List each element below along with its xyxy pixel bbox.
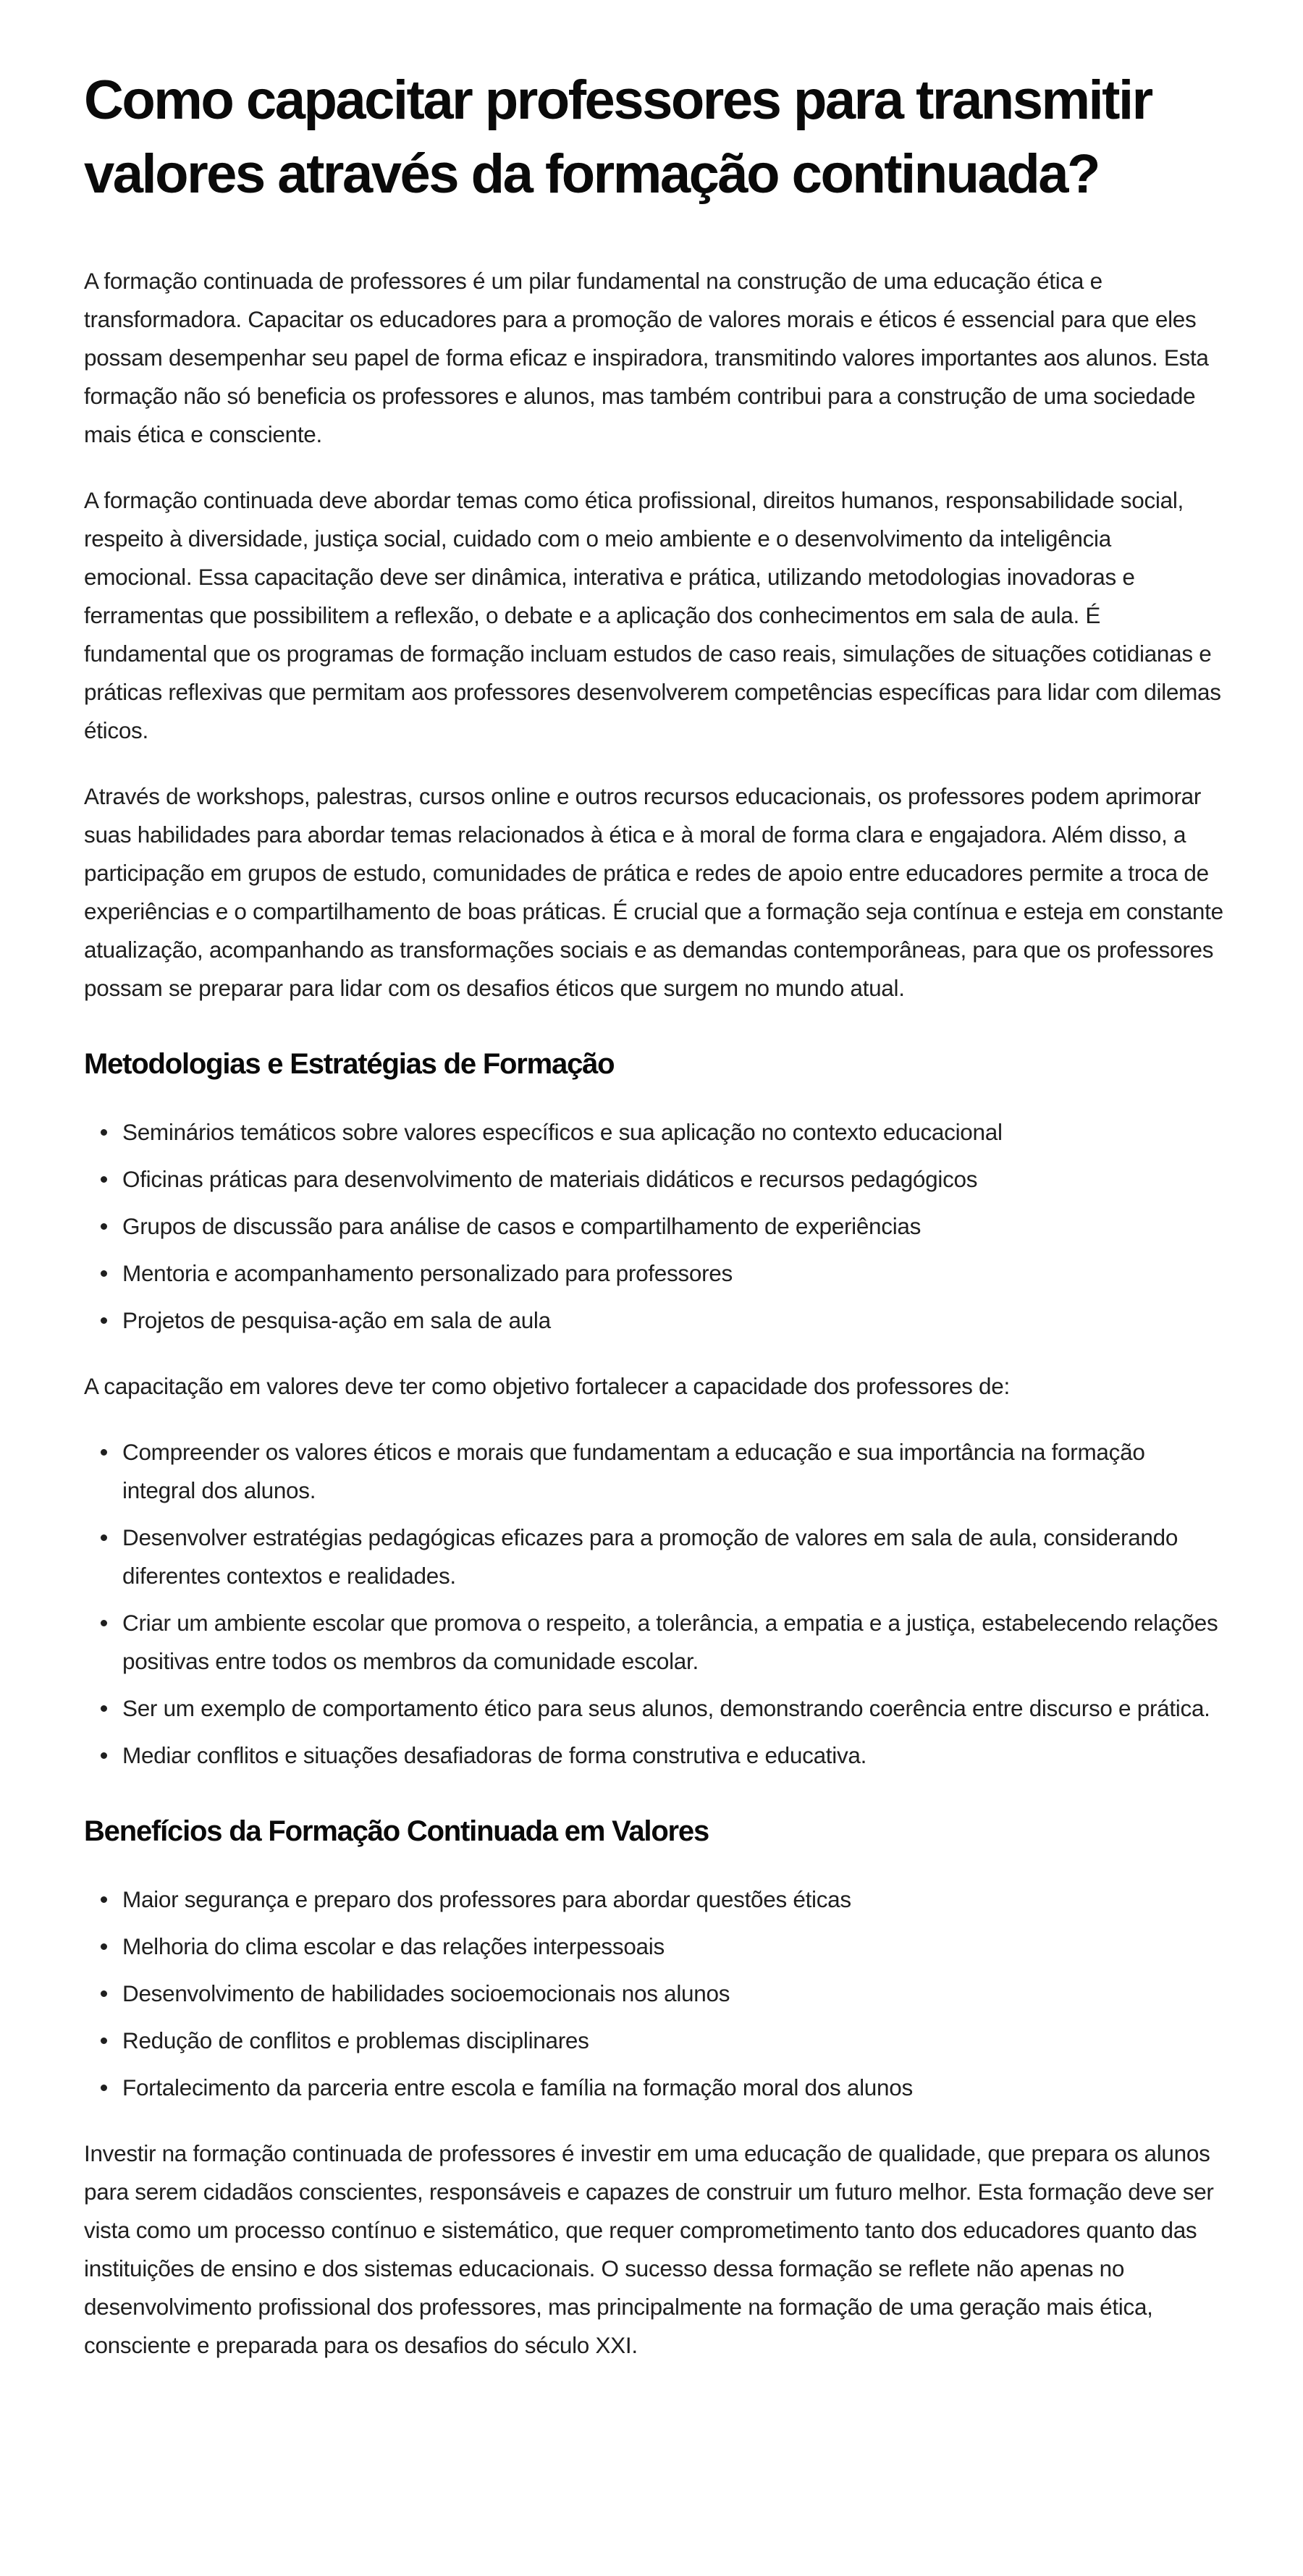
list-item-text: Melhoria do clima escolar e das relações interpessoais [122,1933,665,1959]
list-item-text: Oficinas práticas para desenvolvimento de materiais didáticos e recursos pedagógicos [122,1166,978,1192]
bullet-icon [101,1129,107,1136]
list-item [122,1254,1223,1293]
intro-paragraph: A formação continuada deve abordar temas como ética profissional, direitos humanos, responsabilidade social, respeito à diversidade, justiça social, cuidado com o meio ambiente e o desenvolvimento da inteligência emocional. Essa capacitação deve ser dinâmica, interativa e prática, utilizando metodologias inovadoras e ferramentas que possibilitem a reflexão, o debate e a aplicação dos conhecimentos em sala de aula. É fundamental que os programas de formação incluam estudos de caso reais, simulações de situações cotidianas e práticas reflexivas que permitam aos professores desenvolverem competências específicas para lidar com dilemas éticos. [84,487,1221,743]
list-item-text: Criar um ambiente escolar que promova o respeito, a tolerância, a empatia e a justiça, estabelecendo relações positivas entre todos os membros da comunidade escolar. [122,1610,1218,1674]
bullet-icon [101,1620,107,1626]
methodologies-list [84,1113,1223,1340]
list-item [122,2069,1223,2107]
list-item-text: Compreender os valores éticos e morais que fundamentam a educação e sua importância na formação integral dos alunos. [122,1439,1145,1503]
list-item [122,1604,1223,1681]
intro-paragraph: A formação continuada de professores é um pilar fundamental na construção de uma educação ética e transformadora. Capacitar os educadores para a promoção de valores morais e éticos é essencial para que eles possam desempenhar seu papel de forma eficaz e inspiradora, transmitindo valores importantes aos alunos. Esta formação não só beneficia os professores e alunos, mas também contribui para a construção de uma sociedade mais ética e consciente. [84,268,1209,447]
list-item-text: Grupos de discussão para análise de casos e compartilhamento de experiências [122,1213,922,1239]
list-item [122,1160,1223,1199]
list-item-text: Projetos de pesquisa-ação em sala de aula [122,1307,551,1333]
list-item-text: Seminários temáticos sobre valores específicos e sua aplicação no contexto educacional [122,1119,1003,1145]
list-item-text: Maior segurança e preparo dos professores para abordar questões éticas [122,1886,851,1912]
bullet-icon [101,1896,107,1903]
bullet-icon [101,1990,107,1997]
list-item [122,1113,1223,1152]
bullet-icon [101,1223,107,1230]
list-item-text: Mediar conflitos e situações desafiadoras de forma construtiva e educativa. [122,1742,867,1768]
bullet-icon [101,2037,107,2044]
list-item [122,1433,1223,1510]
bullet-icon [101,1176,107,1183]
benefits-list [84,1880,1223,2107]
list-item [122,1301,1223,1340]
bullet-icon [101,1752,107,1759]
list-item [122,1207,1223,1246]
list-item [122,2022,1223,2060]
list-item-text: Redução de conflitos e problemas disciplinares [122,2027,589,2053]
list-item [122,1975,1223,2013]
bullet-icon [101,1449,107,1456]
bullet-icon [101,1534,107,1541]
list-item [122,1736,1223,1775]
list-item [122,1519,1223,1595]
list-item-text: Mentoria e acompanhamento personalizado para professores [122,1260,733,1286]
conclusion-paragraph: Investir na formação continuada de professores é investir em uma educação de qualidade, que prepara os alunos para serem cidadãos conscientes, responsáveis e capazes de construir um futuro melhor. Esta formação deve ser vista como um processo contínuo e sistemático, que requer comprometimento tanto dos educadores quanto das instituições de ensino e dos sistemas educacionais. O sucesso dessa formação se reflete não apenas no desenvolvimento profissional dos professores, mas principalmente na formação de uma geração mais ética, consciente e preparada para os desafios do século XXI. [84,2140,1214,2358]
list-item-text: Desenvolvimento de habilidades socioemocionais nos alunos [122,1980,730,2006]
intro-paragraph: Através de workshops, palestras, cursos online e outros recursos educacionais, os professores podem aprimorar suas habilidades para abordar temas relacionados à ética e à moral de forma clara e engajadora. Além disso, a participação em grupos de estudo, comunidades de prática e redes de apoio entre educadores permite a troca de experiências e o compartilhamento de boas práticas. É crucial que a formação seja contínua e esteja em constante atualização, acompanhando as transformações sociais e as demandas contemporâneas, para que os professores possam se preparar para lidar com os desafios éticos que surgem no mundo atual. [84,783,1223,1001]
objectives-intro: A capacitação em valores deve ter como objetivo fortalecer a capacidade dos professores de: [84,1373,1010,1399]
bullet-icon [101,1270,107,1277]
page-title: Como capacitar professores para transmitir valores através da formação continuada? [84,69,1152,205]
bullet-icon [101,1317,107,1324]
list-item [122,1880,1223,1919]
list-item-text: Desenvolver estratégias pedagógicas eficazes para a promoção de valores em sala de aula, considerando diferentes contextos e realidades. [122,1524,1178,1589]
section-heading-benefits: Benefícios da Formação Continuada em Valores [84,1815,709,1847]
list-item-text: Fortalecimento da parceria entre escola e família na formação moral dos alunos [122,2074,913,2100]
bullet-icon [101,1705,107,1712]
list-item [122,1927,1223,1966]
bullet-icon [101,1943,107,1950]
list-item-text: Ser um exemplo de comportamento ético para seus alunos, demonstrando coerência entre discurso e prática. [122,1695,1210,1721]
list-item [122,1689,1223,1728]
bullet-icon [101,2085,107,2091]
objectives-list [84,1433,1223,1775]
section-heading-methodologies: Metodologias e Estratégias de Formação [84,1048,615,1080]
